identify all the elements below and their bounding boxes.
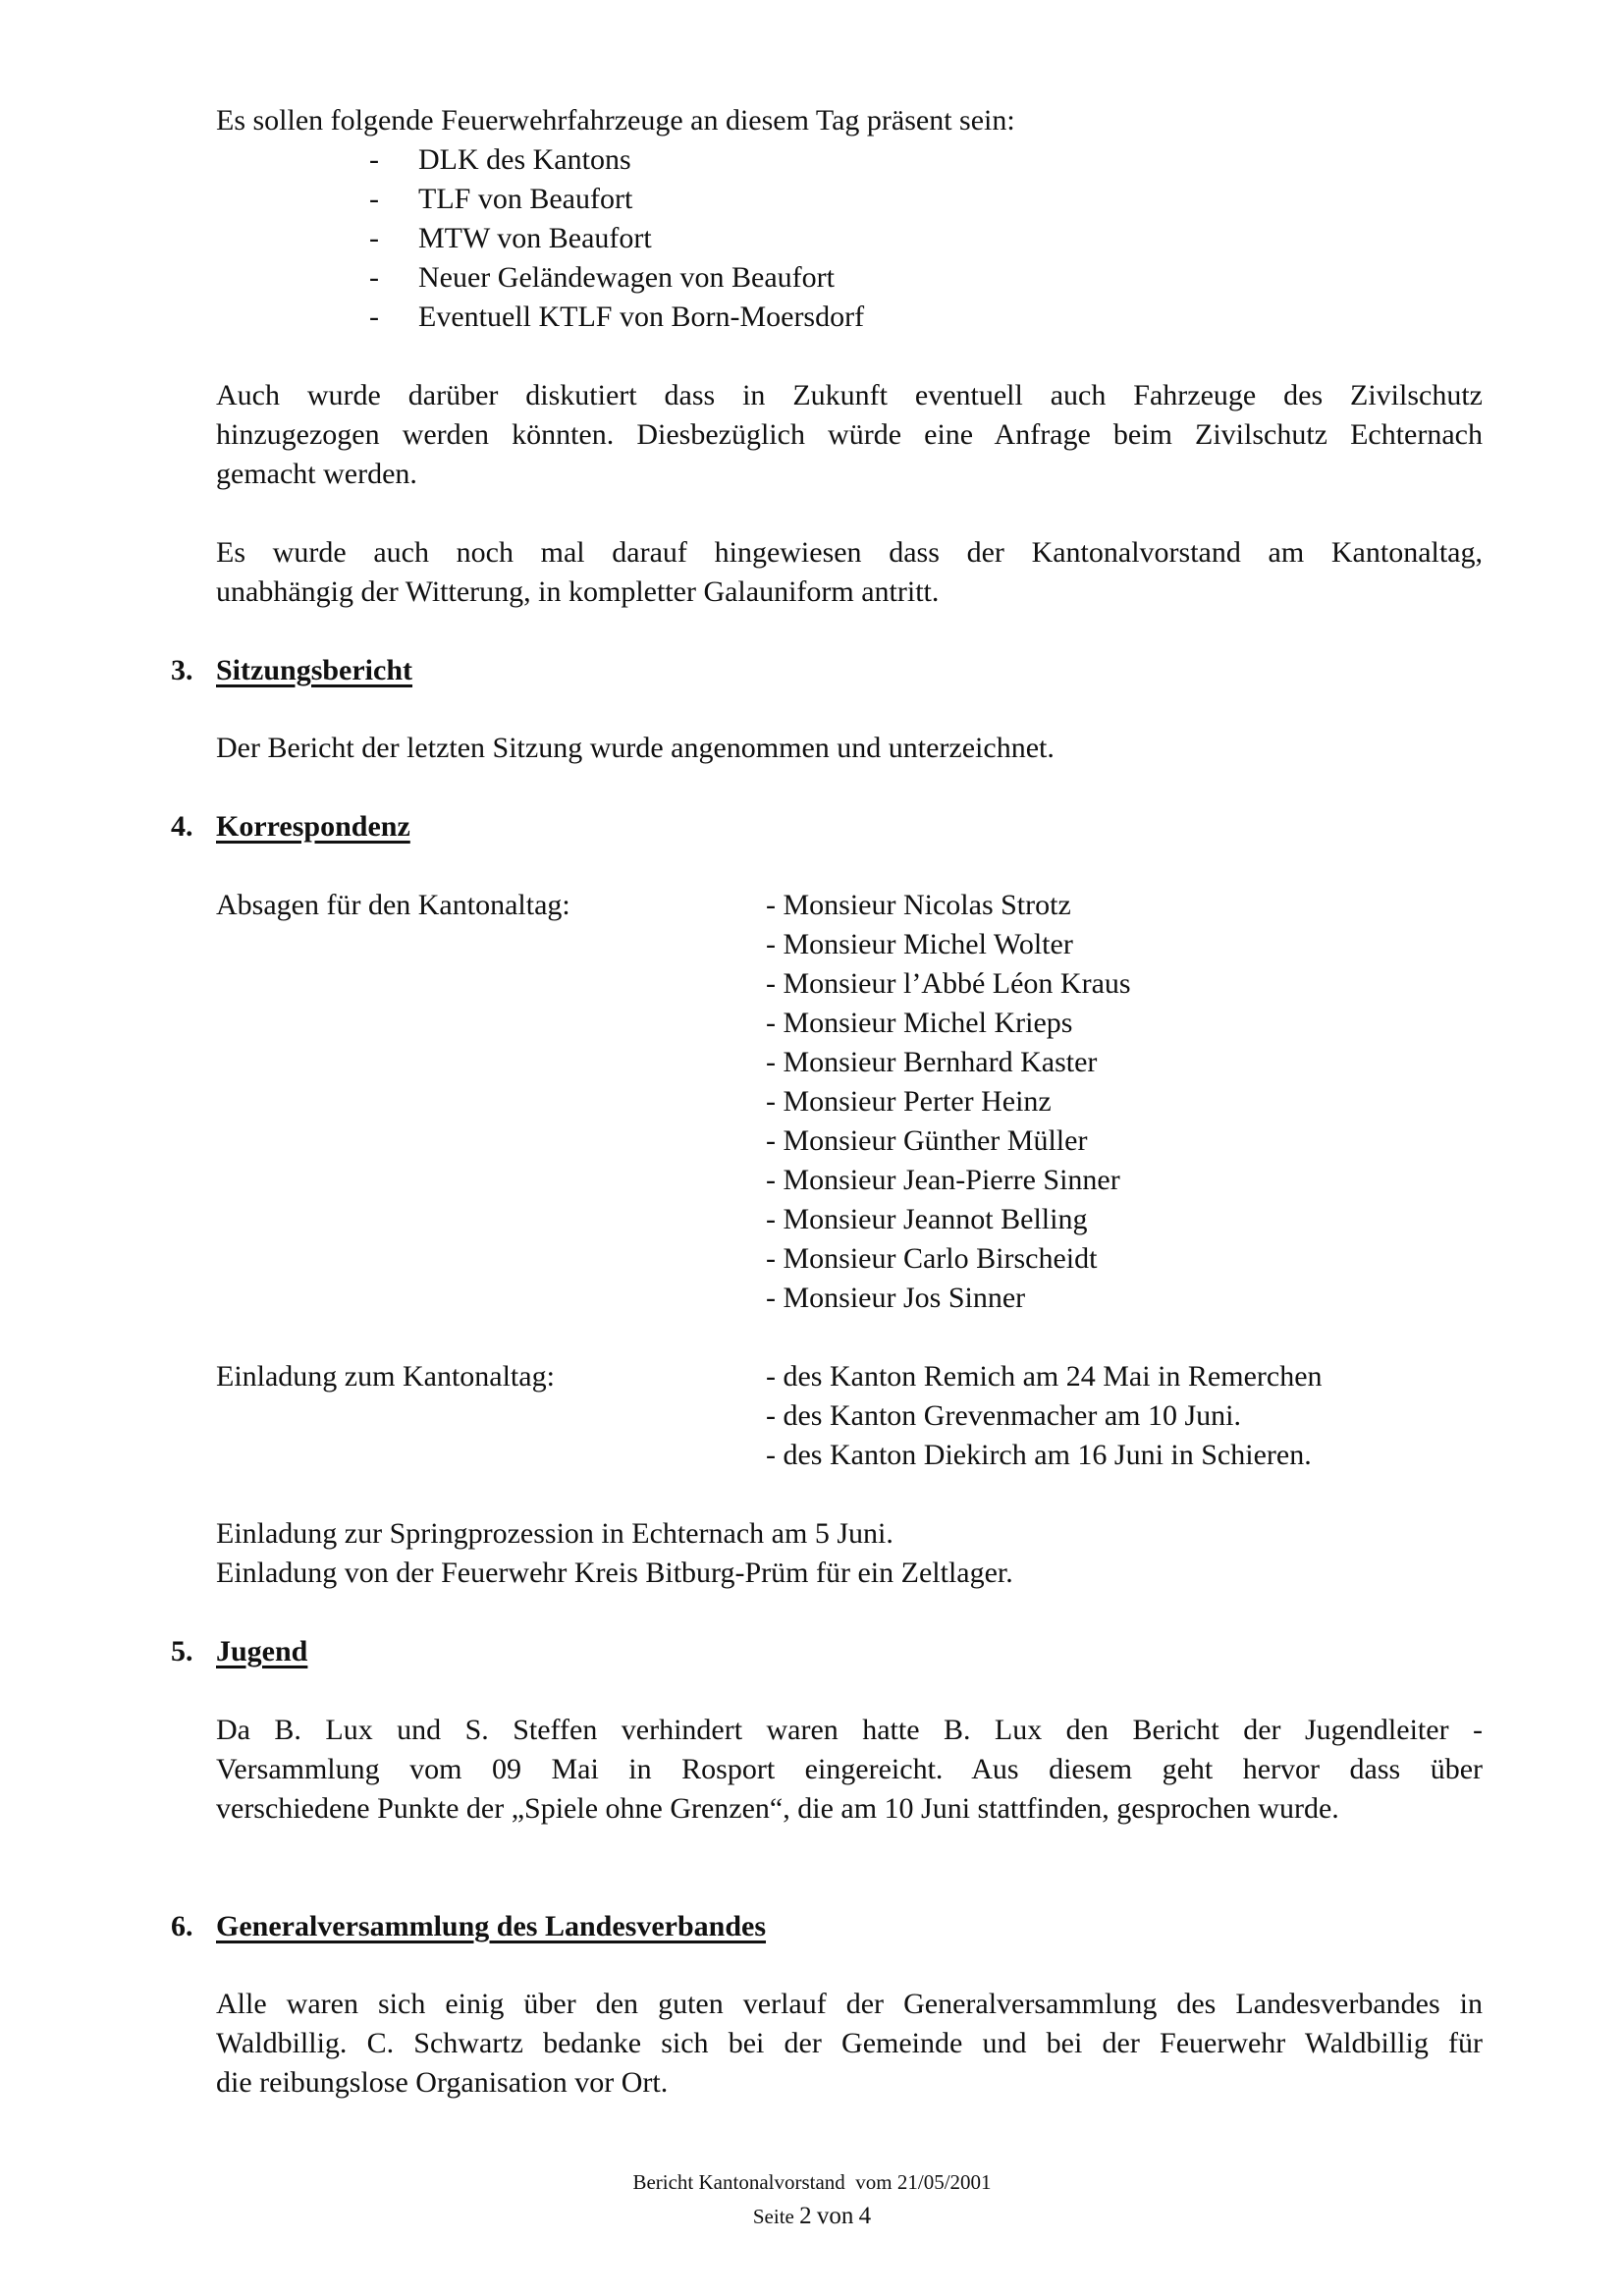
footer-von-label: von (816, 2203, 854, 2229)
list-item: - Monsieur Jeannot Belling (766, 1203, 1088, 1235)
list-item: - Monsieur Bernhard Kaster (766, 1046, 1098, 1078)
footer-page-info (0, 2204, 1624, 2228)
list-item: - Monsieur Günther Müller (766, 1124, 1088, 1157)
paragraph-line: Auch wurde darüber diskutiert dass in Zukunft eventuell auch Fahrzeuge des Zivilschutz (216, 379, 1483, 411)
paragraph-line: Alle waren sich einig über den guten verlauf der Generalversammlung des Landesverbandes in (216, 1988, 1483, 2020)
list-item: - Monsieur Perter Heinz (766, 1085, 1052, 1118)
paragraph-line: Der Bericht der letzten Sitzung wurde angenommen und unterzeichnet. (216, 732, 1055, 764)
section-number: 6. (171, 1910, 193, 1942)
section-heading: Korrespondenz (216, 810, 410, 843)
list-item: - des Kanton Grevenmacher am 10 Juni. (766, 1399, 1242, 1432)
list-item: Neuer Geländewagen von Beaufort (418, 261, 835, 294)
paragraph-line: hinzugezogen werden könnten. Diesbezüglich würde eine Anfrage beim Zivilschutz Echternach (216, 418, 1483, 451)
list-item: - Monsieur Jean-Pierre Sinner (766, 1164, 1120, 1196)
einladung-label: Einladung zum Kantonaltag: (216, 1360, 555, 1393)
paragraph-line: Einladung von der Feuerwehr Kreis Bitburg-Prüm für ein Zeltlager. (216, 1557, 1013, 1589)
footer-page-number: 2 (799, 2203, 812, 2229)
section-number: 5. (171, 1635, 193, 1667)
paragraph-line: Einladung zur Springprozession in Echternach am 5 Juni. (216, 1517, 893, 1550)
list-item: DLK des Kantons (418, 143, 631, 176)
section-heading: Sitzungsbericht (216, 654, 413, 686)
paragraph-line: Es wurde auch noch mal darauf hingewiesen dass der Kantonalvorstand am Kantonaltag, (216, 536, 1483, 569)
list-item: MTW von Beaufort (418, 222, 652, 254)
section-number: 4. (171, 810, 193, 843)
list-item: - des Kanton Remich am 24 Mai in Remerchen (766, 1360, 1323, 1393)
list-dash: - (369, 183, 379, 215)
list-item: TLF von Beaufort (418, 183, 633, 215)
section-heading: Generalversammlung des Landesverbandes (216, 1910, 767, 1942)
footer-total-pages: 4 (858, 2203, 872, 2229)
list-item: - Monsieur Michel Wolter (766, 928, 1073, 960)
paragraph-line: Da B. Lux und S. Steffen verhindert waren hatte B. Lux den Bericht der Jugendleiter - (216, 1714, 1483, 1746)
paragraph-line: Waldbillig. C. Schwartz bedanke sich bei der Gemeinde und bei der Feuerwehr Waldbillig für (216, 2027, 1483, 2059)
list-item: - des Kanton Diekirch am 16 Juni in Schieren. (766, 1439, 1312, 1471)
section-heading: Jugend (216, 1635, 308, 1667)
paragraph-line: gemacht werden. (216, 458, 417, 490)
list-dash: - (369, 301, 379, 333)
footer-seite-label: Seite (752, 2205, 794, 2228)
paragraph-line: unabhängig der Witterung, in kompletter Galauniform antritt. (216, 575, 940, 608)
paragraph-line: verschiedene Punkte der „Spiele ohne Grenzen“, die am 10 Juni stattfinden, gesprochen wurde. (216, 1792, 1339, 1825)
list-item: Eventuell KTLF von Born-Moersdorf (418, 301, 865, 333)
list-dash: - (369, 222, 379, 254)
paragraph-line: die reibungslose Organisation vor Ort. (216, 2066, 669, 2099)
absagen-label: Absagen für den Kantonaltag: (216, 889, 570, 921)
list-item: - Monsieur Michel Krieps (766, 1007, 1073, 1039)
paragraph-line: Versammlung vom 09 Mai in Rosport eingereicht. Aus diesem geht hervor dass über (216, 1753, 1483, 1785)
list-item: - Monsieur Nicolas Strotz (766, 889, 1071, 921)
section-number: 3. (171, 654, 193, 686)
vehicles-intro: Es sollen folgende Feuerwehrfahrzeuge an diesem Tag präsent sein: (216, 104, 1015, 137)
footer-report-info: Bericht Kantonalvorstand vom 21/05/2001 (632, 2170, 992, 2194)
list-dash: - (369, 143, 379, 176)
list-item: - Monsieur Jos Sinner (766, 1282, 1026, 1314)
list-item: - Monsieur Carlo Birscheidt (766, 1242, 1098, 1275)
list-item: - Monsieur l’Abbé Léon Kraus (766, 967, 1131, 1000)
list-dash: - (369, 261, 379, 294)
